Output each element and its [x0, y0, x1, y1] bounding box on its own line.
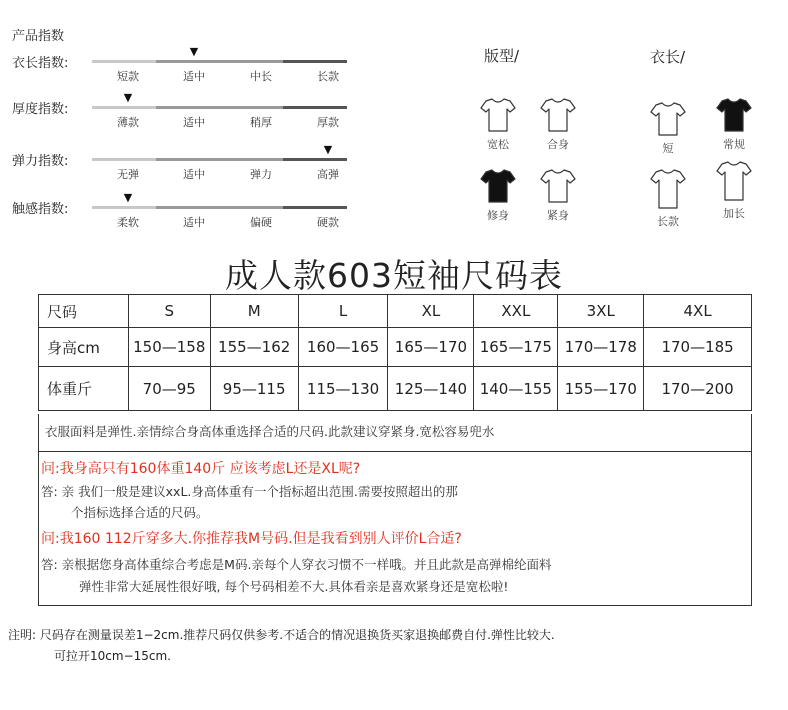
table-cell: 125—140 [388, 367, 474, 411]
fit-option [528, 97, 588, 152]
table-cell: L [298, 295, 388, 328]
footer-line-1: 注明: 尺码存在测量误差1−2cm.推荐尺码仅供参考.不适合的情况退换货买家退换邮费自付.弹性比较大. [8, 628, 555, 642]
footer-line-2: 可拉开10cm−15cm. [54, 649, 171, 663]
table-cell: 140—155 [474, 367, 558, 411]
index-label: 厚度指数: [12, 102, 69, 117]
index-tick-label: 适中 [183, 116, 205, 129]
length-option [638, 168, 698, 229]
length-option [638, 101, 698, 156]
row-header-cell: 身高cm [39, 328, 129, 367]
index-tick-label: 柔软 [117, 216, 139, 229]
length-title: 衣长/ [650, 48, 686, 66]
table-cell: 165—170 [388, 328, 474, 367]
index-marker-icon: ▼ [189, 45, 199, 58]
index-tick-label: 短款 [117, 70, 139, 83]
length-caption: 长款 [657, 215, 679, 228]
length-option [704, 160, 764, 221]
table-cell: 165—175 [474, 328, 558, 367]
answer-1-line-2: 个指标选择合适的尺码。 [71, 505, 209, 520]
table-cell: 170—200 [644, 367, 752, 411]
table-cell: 115—130 [298, 367, 388, 411]
tshirt-icon [638, 101, 698, 137]
index-label: 弹力指数: [12, 154, 69, 169]
tshirt-icon [468, 97, 528, 133]
fabric-note: 衣服面料是弹性.亲情综合身高体重选择合适的尺码.此款建议穿紧身.宽松容易兜水 [45, 424, 495, 439]
index-tick-label: 中长 [250, 70, 272, 83]
index-tick-label: 高弹 [317, 168, 339, 181]
index-tick-label: 适中 [183, 216, 205, 229]
length-caption: 常规 [723, 138, 745, 151]
fit-caption: 修身 [487, 209, 509, 222]
table-cell: 155—170 [558, 367, 644, 411]
length-option [704, 97, 764, 152]
table-row [39, 328, 752, 367]
table-cell: 4XL [644, 295, 752, 328]
notes-divider [39, 451, 751, 452]
size-table [38, 294, 752, 411]
answer-2-line-1: 答: 亲根据您身高体重综合考虑是M码.亲每个人穿衣习惯不一样哦。并且此款是高弹棉纶面料 [41, 557, 552, 572]
index-tick-label: 薄款 [117, 116, 139, 129]
length-caption: 短 [662, 142, 674, 155]
question-2: 问:我160 112斤穿多大.你推荐我M号码.但是我看到别人评价L合适? [41, 531, 462, 547]
tshirt-icon [528, 97, 588, 133]
table-row [39, 367, 752, 411]
tshirt-icon [528, 168, 588, 204]
table-cell: 70—95 [128, 367, 210, 411]
table-cell: 170—178 [558, 328, 644, 367]
tshirt-icon [704, 97, 764, 133]
tshirt-icon [468, 168, 528, 204]
product-index-header: 产品指数 [12, 29, 65, 44]
question-1: 问:我身高只有160体重140斤 应该考虑L还是XL呢? [41, 461, 361, 477]
table-cell: 3XL [558, 295, 644, 328]
fit-caption: 合身 [547, 138, 569, 151]
index-marker-icon: ▼ [323, 143, 333, 156]
index-label: 触感指数: [12, 202, 69, 217]
tshirt-icon [638, 168, 698, 210]
table-cell: 170—185 [644, 328, 752, 367]
table-cell: XXL [474, 295, 558, 328]
index-tick-label: 硬款 [317, 216, 339, 229]
index-scale-bar [92, 60, 347, 63]
table-cell: 160—165 [298, 328, 388, 367]
table-cell: M [210, 295, 298, 328]
table-cell: 150—158 [128, 328, 210, 367]
index-scale-bar [92, 106, 347, 109]
index-marker-icon: ▼ [123, 191, 133, 204]
index-tick-label: 稍厚 [250, 116, 272, 129]
tshirt-icon [704, 160, 764, 202]
fit-option [468, 97, 528, 152]
answer-2-line-2: 弹性非常大延展性很好哦, 每个号码相差不大.具体看亲是喜欢紧身还是宽松啦! [79, 579, 509, 594]
index-label: 衣长指数: [12, 56, 69, 71]
index-tick-label: 弹力 [250, 168, 272, 181]
table-row [39, 295, 752, 328]
length-caption: 加长 [723, 207, 745, 220]
table-cell: 155—162 [210, 328, 298, 367]
index-tick-label: 厚款 [317, 116, 339, 129]
notes-box [38, 414, 752, 606]
table-cell: XL [388, 295, 474, 328]
fit-option [468, 168, 528, 223]
chart-title: 成人款603短袖尺码表 [225, 256, 563, 295]
answer-1-line-1: 答: 亲 我们一般是建议xxL.身高体重有一个指标超出范围.需要按照超出的那 [41, 484, 458, 499]
index-tick-label: 适中 [183, 70, 205, 83]
index-tick-label: 无弹 [117, 168, 139, 181]
fit-option [528, 168, 588, 223]
row-header-cell: 体重斤 [39, 367, 129, 411]
index-tick-label: 适中 [183, 168, 205, 181]
fit-title: 版型/ [484, 47, 520, 65]
index-tick-label: 长款 [317, 70, 339, 83]
index-tick-label: 偏硬 [250, 216, 272, 229]
index-scale-bar [92, 158, 347, 161]
table-cell: 95—115 [210, 367, 298, 411]
row-header-cell: 尺码 [39, 295, 129, 328]
fit-caption: 紧身 [547, 209, 569, 222]
index-scale-bar [92, 206, 347, 209]
table-cell: S [128, 295, 210, 328]
fit-caption: 宽松 [487, 138, 509, 151]
index-marker-icon: ▼ [123, 91, 133, 104]
